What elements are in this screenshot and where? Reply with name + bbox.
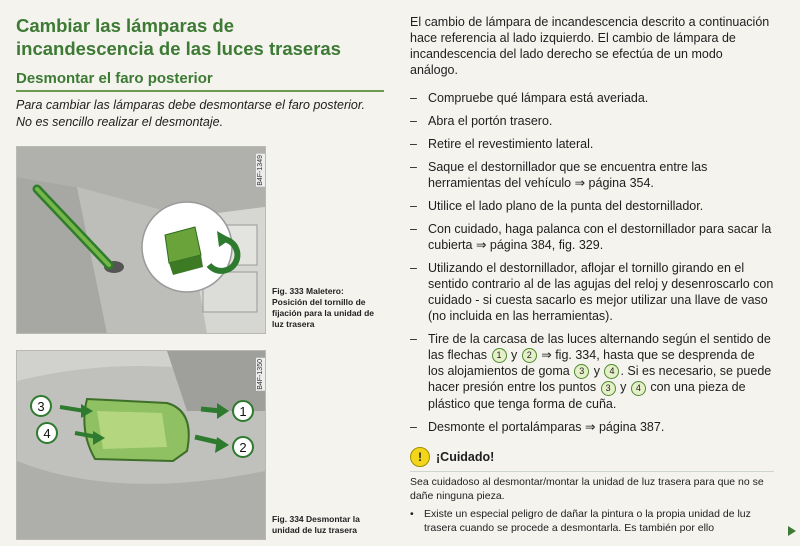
callout-3: [31, 396, 51, 416]
figure-code: B4F-1349: [257, 155, 264, 186]
left-column: [16, 14, 384, 131]
divider: [410, 471, 774, 472]
trunk-illustration: [17, 147, 265, 333]
step-text: Desmonte el portalámparas ⇒ página 387.: [428, 419, 665, 434]
step-item: [410, 90, 774, 106]
callout-ref: 3: [601, 381, 616, 396]
figure-caption: [272, 514, 382, 536]
taillight-photo: [16, 350, 266, 540]
dash: –: [410, 114, 417, 128]
figure-334: [16, 350, 384, 538]
caution-heading: [410, 447, 774, 467]
caption-text: Posición del tornillo de fijación para la unidad de luz trasera: [272, 297, 375, 329]
step-item: [410, 331, 774, 412]
step-text: Utilice el lado plano de la punta del destornillador.: [428, 199, 704, 213]
svg-text:3: 3: [37, 399, 45, 414]
dash: –: [410, 261, 417, 275]
step-item: [410, 159, 774, 191]
section-subheading: Desmontar el faro posterior: [16, 70, 384, 92]
step-item: [410, 419, 774, 435]
dash: –: [410, 222, 417, 236]
step-text: ⇒ fig. 334, hasta que se desprenda de los alojamientos de goma: [428, 348, 755, 379]
caption-text: unidad de luz trasera: [272, 525, 358, 535]
caption-number: Fig. 333 Maletero:: [272, 286, 344, 296]
svg-text:1: 1: [239, 404, 247, 419]
callout-ref: 4: [631, 381, 646, 396]
caution-title: ¡Cuidado!: [436, 449, 495, 464]
svg-text:4: 4: [43, 426, 51, 441]
trunk-photo: [16, 146, 266, 334]
bullet-dot: •: [410, 507, 414, 520]
next-page-arrow-icon: [788, 526, 796, 536]
dash: –: [410, 199, 417, 213]
caution-bullet: [410, 507, 774, 535]
step-text: Tire de la carcasa de las luces alternando según el sentido de las flechas: [428, 332, 771, 362]
conjunction: y: [511, 348, 518, 362]
taillight-illustration: [17, 351, 265, 539]
step-item: [410, 198, 774, 214]
title-line-2: incandescencia de las luces traseras: [16, 38, 341, 59]
caption-number: Fig. 334 Desmontar la: [272, 514, 360, 524]
step-text: Con cuidado, haga palanca con el destornillador para sacar la cubierta ⇒ página 384, fig. 329.: [428, 222, 772, 252]
figure-code: B4F-1350: [257, 359, 264, 390]
conjunction: y: [593, 364, 600, 379]
step-text: Abra el portón trasero.: [428, 114, 553, 128]
callout-ref: 1: [492, 348, 507, 363]
callout-2: [233, 437, 253, 457]
bullet-text: Existe un especial peligro de dañar la pintura o la propia unidad de luz trasera cuando se procede a desmontarla. Es también por ello: [424, 507, 751, 534]
figure-caption: [272, 286, 382, 330]
callout-4: [37, 423, 57, 443]
dash: –: [410, 419, 417, 434]
callout-ref: 4: [604, 364, 619, 379]
dash: –: [410, 332, 417, 346]
callout-1: [233, 401, 253, 421]
title-line-1: Cambiar las lámparas de: [16, 15, 234, 36]
step-item: [410, 260, 774, 324]
callout-ref: 2: [522, 348, 537, 363]
step-text: Saque el destornillador que se encuentra entre las herramientas del vehículo ⇒ página 354.: [428, 160, 708, 190]
intro-italic: Para cambiar las lámparas debe desmontarse el faro posterior. No es sencillo realizar el desmontaje.: [16, 98, 366, 129]
warning-icon: !: [410, 447, 430, 467]
svg-text:2: 2: [239, 440, 247, 455]
intro-paragraph: El cambio de lámpara de incandescencia descrito a continuación hace referencia al lado izquierdo. El cambio de lámpara de incandescencia del lado derecho se efectúa de un modo análogo.: [410, 15, 770, 77]
step-text: Compruebe qué lámpara está averiada.: [428, 91, 649, 105]
dash: –: [410, 160, 417, 174]
caution-text: Sea cuidadoso al desmontar/montar la unidad de luz trasera para que no se dañe ninguna pieza.: [410, 475, 764, 502]
caution-box: [410, 447, 774, 535]
callout-ref: 3: [574, 364, 589, 379]
step-item: [410, 113, 774, 129]
dash: –: [410, 91, 417, 105]
right-column: [410, 14, 774, 535]
step-text: con una pieza de plástico que tenga forma de cuña.: [428, 380, 746, 411]
dash: –: [410, 137, 417, 151]
page-title: [16, 14, 384, 60]
step-text: Utilizando el destornillador, aflojar el tornillo girando en el sentido contrario al de las agujas del reloj y desenroscarlo con cuidado - si cuesta sacarlo es mejor utilizar una llave de vaso (no incluida en las herramientas).: [428, 261, 774, 323]
step-text: Retire el revestimiento lateral.: [428, 137, 594, 151]
step-item: [410, 221, 774, 253]
figure-333: [16, 146, 384, 332]
step-item: [410, 136, 774, 152]
step-text: . Si es necesario, se puede hacer presión entre los puntos: [428, 364, 772, 395]
conjunction: y: [620, 380, 627, 395]
